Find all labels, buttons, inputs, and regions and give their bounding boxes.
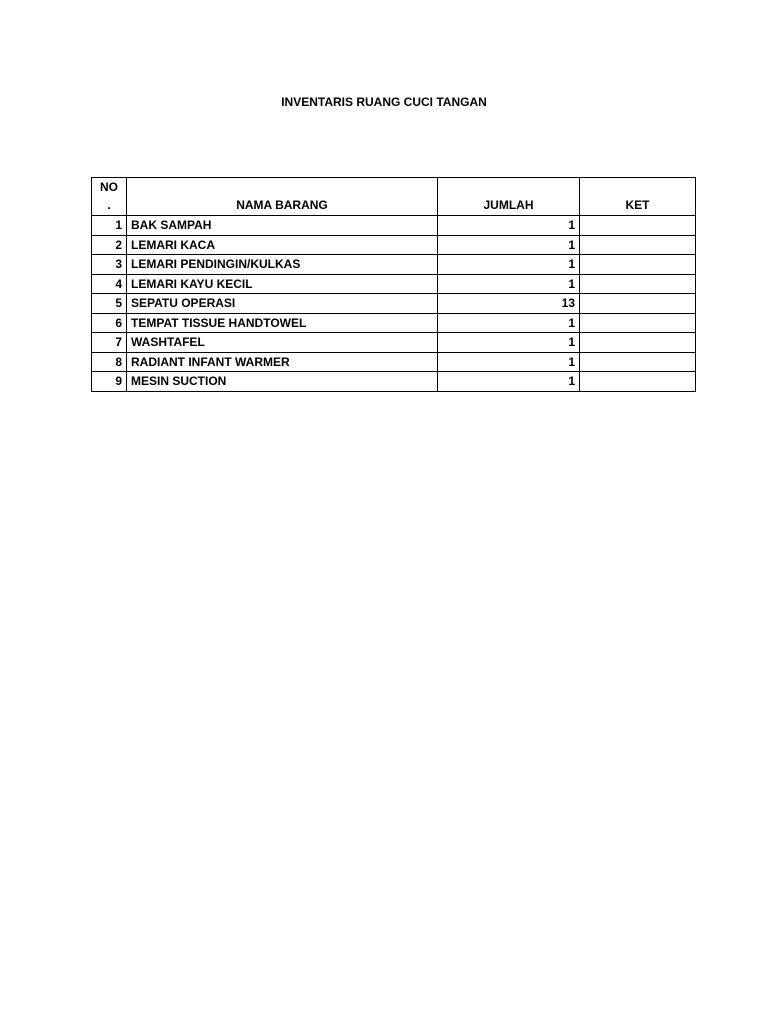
cell-ket	[580, 313, 696, 333]
cell-nama-barang: TEMPAT TISSUE HANDTOWEL	[127, 313, 438, 333]
cell-no: 4	[92, 274, 127, 294]
table-row	[92, 216, 696, 236]
cell-jumlah: 1	[438, 333, 580, 353]
inventory-table	[91, 177, 696, 392]
cell-nama-barang: MESIN SUCTION	[127, 372, 438, 392]
cell-nama-barang: WASHTAFEL	[127, 333, 438, 353]
cell-nama-barang: SEPATU OPERASI	[127, 294, 438, 314]
header-no	[92, 178, 127, 216]
table-row	[92, 333, 696, 353]
table-header-row	[92, 178, 696, 216]
cell-jumlah: 1	[438, 372, 580, 392]
cell-ket	[580, 216, 696, 236]
cell-no: 2	[92, 235, 127, 255]
cell-nama-barang: BAK SAMPAH	[127, 216, 438, 236]
cell-jumlah: 1	[438, 352, 580, 372]
cell-nama-barang: LEMARI PENDINGIN/KULKAS	[127, 255, 438, 275]
header-no-label: NO	[100, 180, 118, 194]
header-nama-barang: NAMA BARANG	[127, 178, 438, 216]
cell-jumlah: 1	[438, 235, 580, 255]
cell-ket	[580, 274, 696, 294]
cell-ket	[580, 255, 696, 275]
cell-jumlah: 13	[438, 294, 580, 314]
cell-ket	[580, 294, 696, 314]
cell-jumlah: 1	[438, 274, 580, 294]
cell-ket	[580, 352, 696, 372]
page-title: INVENTARIS RUANG CUCI TANGAN	[281, 95, 487, 109]
header-no-dot: .	[107, 198, 111, 212]
cell-no: 1	[92, 216, 127, 236]
cell-no: 5	[92, 294, 127, 314]
table-row	[92, 352, 696, 372]
cell-no: 8	[92, 352, 127, 372]
table-row	[92, 294, 696, 314]
cell-jumlah: 1	[438, 313, 580, 333]
header-ket: KET	[580, 178, 696, 216]
cell-no: 7	[92, 333, 127, 353]
table-row	[92, 313, 696, 333]
cell-nama-barang: LEMARI KAYU KECIL	[127, 274, 438, 294]
header-jumlah: JUMLAH	[438, 178, 580, 216]
cell-ket	[580, 235, 696, 255]
cell-no: 9	[92, 372, 127, 392]
cell-nama-barang: LEMARI KACA	[127, 235, 438, 255]
cell-nama-barang: RADIANT INFANT WARMER	[127, 352, 438, 372]
cell-no: 3	[92, 255, 127, 275]
cell-ket	[580, 372, 696, 392]
cell-jumlah: 1	[438, 255, 580, 275]
cell-jumlah: 1	[438, 216, 580, 236]
cell-no: 6	[92, 313, 127, 333]
table-row	[92, 235, 696, 255]
table-row	[92, 255, 696, 275]
table-row	[92, 274, 696, 294]
table-row	[92, 372, 696, 392]
cell-ket	[580, 333, 696, 353]
